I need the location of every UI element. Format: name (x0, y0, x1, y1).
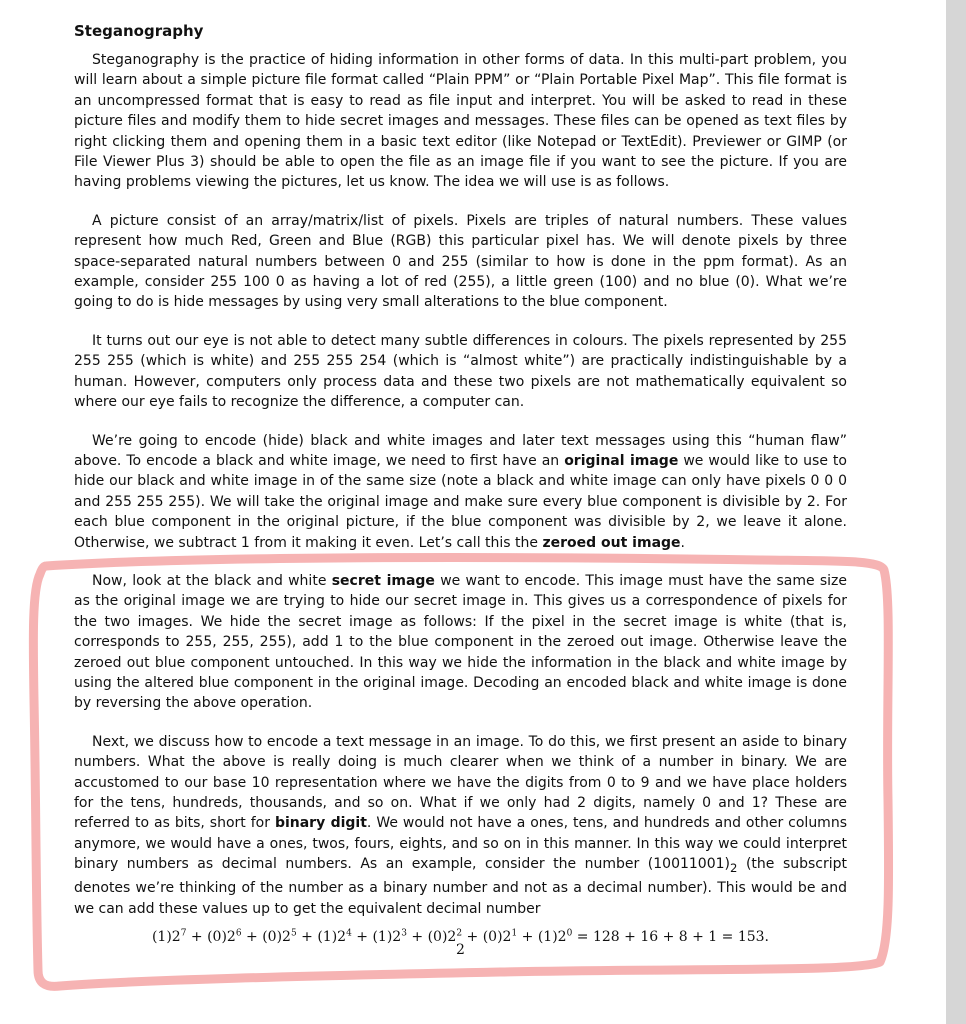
paragraph-secret-image: Now, look at the black and white secret image we want to encode. This image must have the same size as the original image we are trying to hide our secret image in. This gives us a correspondence of pixels for the two images. We hide the secret image as follows: If the pixel in the secret image is white (that is, corresponds to 255, 255, 255), add 1 to the blue component in the zeroed out image. Otherwise leave the zeroed out blue component untouched. In this way we hide the information in the black and white image by using the altered blue component in the original image. Decoding an encoded black and white image is done by reversing the above operation. (74, 572, 848, 712)
binary-equation: $(1)2^7 + (0)2^6 + (0)2^5 + (1)2^4 + (1)2^3 + (0)2^2 + (0)2^1 + (1)2^0 = 128 + 16 + 8 + 1 = 153$. (151, 928, 770, 946)
paragraph-intro: Steganography is the practice of hiding information in other forms of data. In this multi-part problem, you will learn about a simple picture file format called “Plain PPM” or “Plain Portable Pixel Map”. This file format is an uncompressed format that is easy to read as file input and interpret. You will be asked to read in these picture files and modify them to hide secret images and messages. These files can be opened as text files by right clicking them and opening them in a basic text editor (like Notepad or TextEdit). Previewer or GIMP (or File Viewer Plus 3) should be able to open the file as an image file if you want to see the picture. If you are having problems viewing the pictures, let us know. The idea we will use is as follows. (74, 52, 847, 191)
document-content (74, 20, 847, 959)
term-secret-image: secret image (331, 572, 435, 589)
term-binary-digit: binary digit (274, 815, 367, 832)
term-zeroed-out-image: zeroed out image (542, 534, 681, 551)
binary-subscript: 2 (730, 861, 738, 876)
page-number: 2 (456, 942, 465, 959)
paragraph-eye-detection: It turns out our eye is not able to detect many subtle differences in colours. The pixels represented by 255 255 255 (which is white) and 255 255 254 (which is “almost white”) are practically indistinguishable by a human. However, computers only process data and these two pixels are not mathematically equivalent so where our eye fails to recognize the difference, a computer can. (74, 332, 847, 411)
section-title: Steganography (74, 22, 204, 40)
term-original-image: original image (564, 452, 679, 469)
paragraph-pixels: A picture consist of an array/matrix/list of pixels. Pixels are triples of natural numbers. These values represent how much Red, Green and Blue (RGB) this particular pixel has. We will denote pixels by three space-separated natural numbers between 0 and 255 (similar to how is done in the ppm format). As an example, consider 255 100 0 as having a lot of red (255), a little green (100) and no blue (0). What we’re going to do is hide messages by using very small alterations to the blue component. (74, 212, 847, 311)
paragraph-binary: Next, we discuss how to encode a text message in an image. To do this, we first present an aside to binary numbers. What the above is really doing is much clearer when we think of a number in binary. We are accustomed to our base 10 representation where we have the digits from 0 to 9 and we have place holders for the tens, hundreds, thousands, and so on. What if we only had 2 digits, namely 0 and 1? These are referred to as bits, short for binary digit. We would not have a ones, tens, and hundreds and other columns anymore, we would have a ones, twos, fours, eights, and so on in this manner. In this way we could interpret binary numbers as decimal numbers. As an example, consider the number $(10011001)_2$ (the subscript denotes we’re thinking of the number as a binary number and not as a decimal number). This would be and we can add these values up to get the equivalent decimal number (74, 733, 848, 917)
scrollbar[interactable] (946, 0, 966, 1024)
paragraph-encode-image: We’re going to encode (hide) black and white images and later text messages using this “human flaw” above. To encode a black and white image, we need to first have an original image we would like to use to hide our black and white image in of the same size (note a black and white image can only have pixels 0 0 0 and 255 255 255). We will take the original image and make sure every blue component is divisible by 2. For each blue component in the original picture, if the blue component was divisible by 2, we leave it alone. Otherwise, we subtract 1 from it making it even. Let’s call this the zeroed out image. (74, 432, 847, 551)
